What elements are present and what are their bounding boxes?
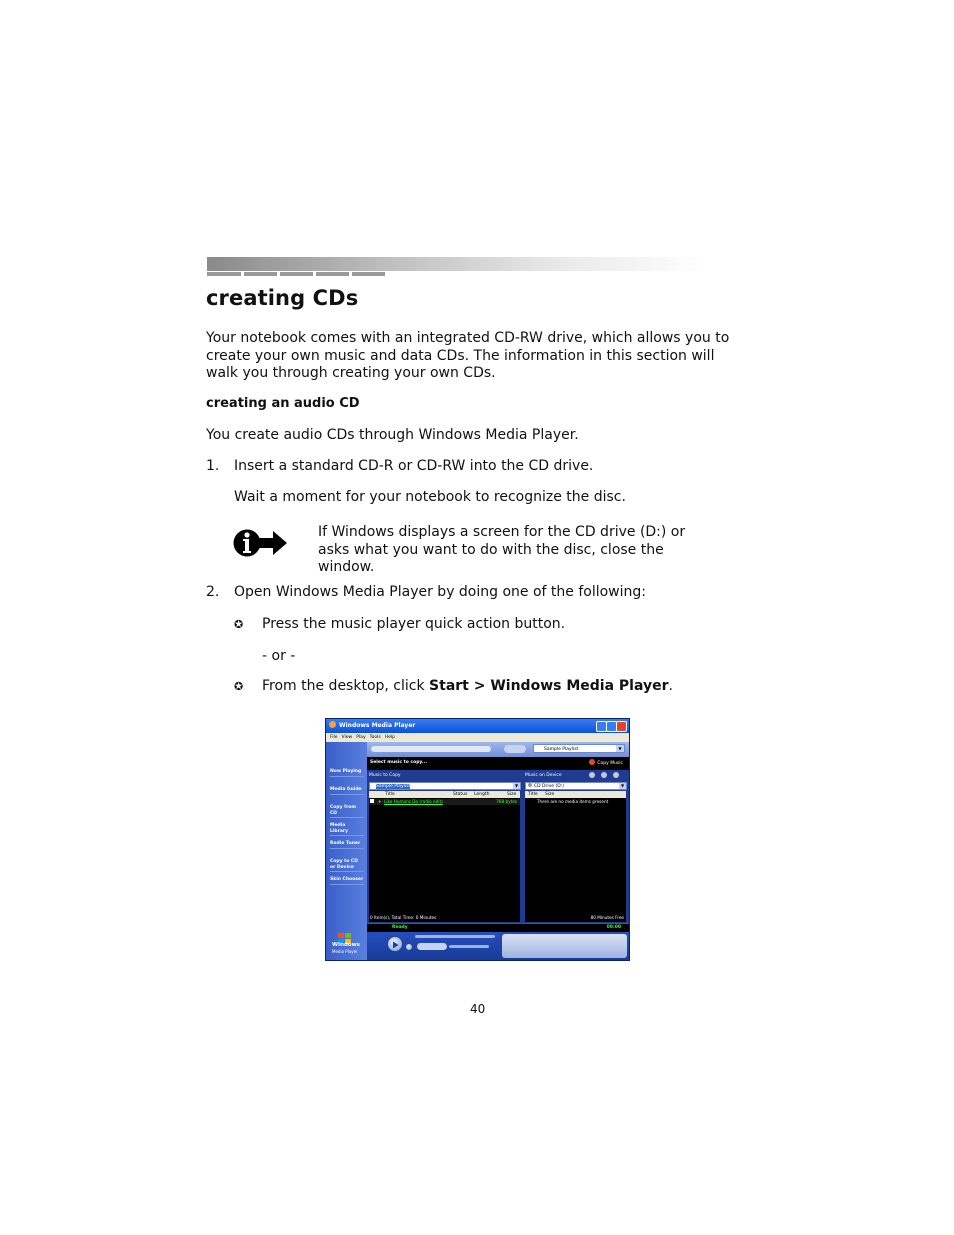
menu-play[interactable]: Play: [356, 735, 366, 740]
sidebar-item-radio-tuner[interactable]: Radio Tuner: [330, 841, 364, 849]
subheading: creating an audio CD: [206, 396, 360, 411]
bullet2-text: [262, 678, 673, 696]
sidebar-item-copy-from-cd[interactable]: Copy from CD: [330, 805, 364, 818]
sidebar-item-now-playing[interactable]: Now Playing: [330, 769, 364, 777]
right-column-header: [525, 791, 626, 798]
info-arrow-icon: [233, 527, 289, 559]
sidebar-item-skin-chooser[interactable]: Skin Chooser: [330, 877, 364, 885]
wmp-title: Windows Media Player: [339, 722, 416, 729]
bullet-icon: ✪: [234, 680, 244, 693]
step1-number: 1.: [206, 458, 220, 474]
intro-paragraph: Your notebook comes with an integrated CD-RW drive, which allows you to create your own music and data CDs. The information in this section will walk you through creating your own CDs.: [206, 330, 730, 381]
right-footer: 80 Minutes Free: [590, 915, 624, 920]
seek-slider[interactable]: [415, 935, 495, 938]
left-column-header: [369, 791, 520, 798]
bullet2-bold: Start > Windows Media Player: [429, 678, 669, 694]
playlist-dropdown-value: Sample Playlist: [544, 747, 579, 752]
wmp-top-slider[interactable]: [371, 746, 491, 752]
skin-area: [502, 934, 627, 958]
step1-subtext: Wait a moment for your notebook to recognize the disc.: [234, 489, 626, 505]
play-button[interactable]: [387, 936, 403, 952]
wmp-sidebar: [326, 742, 367, 960]
wmp-titlebar: [326, 719, 629, 733]
select-music-bar: [367, 757, 629, 770]
plus-icon: +: [378, 799, 382, 804]
close-button[interactable]: [616, 721, 627, 732]
menu-file[interactable]: File: [330, 735, 338, 740]
wmp-logo-line1: Windows: [332, 942, 360, 948]
device-button-icon[interactable]: [589, 772, 595, 778]
wmp-menubar: [326, 733, 629, 742]
right-list: [525, 798, 626, 922]
device-buttons[interactable]: [589, 772, 623, 779]
col-size[interactable]: Size: [545, 792, 555, 797]
copy-music-button[interactable]: [589, 759, 623, 766]
chevron-down-icon: ▼: [616, 745, 624, 752]
step2-number: 2.: [206, 584, 220, 600]
wmp-app-icon: [329, 721, 336, 728]
music-to-copy-label: Music to Copy: [369, 773, 401, 778]
select-music-label: Select music to copy...: [370, 760, 428, 765]
step1-text: Insert a standard CD-R or CD-RW into the CD drive.: [234, 458, 594, 474]
playlist-dropdown[interactable]: [533, 744, 625, 753]
col-length[interactable]: Length: [474, 792, 490, 797]
stop-button[interactable]: [405, 943, 413, 951]
menu-tools[interactable]: Tools: [369, 735, 381, 740]
wmp-window: [325, 718, 630, 961]
wmp-logo-line2: Media Player: [332, 949, 358, 954]
cd-drive-icon: [528, 783, 532, 787]
right-dropdown-value: CD Drive (D:): [534, 784, 564, 789]
col-title[interactable]: Title: [385, 792, 395, 797]
step2-text: Open Windows Media Player by doing one of the following:: [234, 584, 647, 600]
music-on-device-pane: [522, 771, 629, 923]
table-row[interactable]: [369, 799, 520, 805]
intro-line: You create audio CDs through Windows Media Player.: [206, 427, 579, 443]
copy-music-label: Copy Music: [597, 761, 623, 766]
track-title: Like Humans Do (radio edit): [384, 799, 443, 804]
left-dropdown-value: Sample Playlist: [376, 784, 411, 789]
status-text: Ready: [392, 925, 408, 930]
or-text: - or -: [262, 648, 296, 664]
transport-buttons[interactable]: [417, 943, 447, 950]
page-title: creating CDs: [206, 286, 359, 310]
menu-view[interactable]: View: [341, 735, 353, 740]
chevron-down-icon: ▼: [514, 783, 519, 788]
header-ticks: [207, 272, 385, 276]
note-text: If Windows displays a screen for the CD drive (D:) or asks what you want to do with the disc, close the window.: [318, 524, 686, 575]
page-number: 40: [470, 1002, 486, 1016]
bullet1-text: Press the music player quick action button.: [262, 616, 566, 632]
col-size[interactable]: Size: [507, 792, 517, 797]
menu-help[interactable]: Help: [384, 735, 395, 740]
bullet2-prefix: From the desktop, click: [262, 678, 430, 694]
copy-music-icon: [589, 759, 595, 765]
music-on-device-label: Music on Device: [525, 773, 562, 778]
left-footer: 0 Item(s), Total Time: 0 Minutes: [370, 915, 437, 920]
no-items-message: There are no media items present: [537, 799, 609, 804]
status-strip: [367, 924, 629, 932]
right-dropdown[interactable]: [525, 782, 627, 790]
left-list: [369, 798, 520, 922]
sidebar-item-copy-to-cd[interactable]: Copy to CD or Device: [330, 859, 364, 872]
sidebar-item-media-library[interactable]: Media Library: [330, 823, 364, 836]
music-to-copy-pane: [367, 771, 522, 923]
header-bar: [207, 257, 707, 271]
bullet2-suffix: .: [668, 678, 673, 694]
checkbox[interactable]: [370, 799, 374, 803]
left-dropdown[interactable]: [369, 782, 521, 790]
chevron-down-icon: ▼: [620, 783, 625, 788]
volume-slider[interactable]: [449, 945, 489, 948]
sidebar-item-media-guide[interactable]: Media Guide: [330, 787, 364, 795]
wmp-topbar: [367, 742, 629, 757]
device-button-icon[interactable]: [613, 772, 619, 778]
device-button-icon[interactable]: [601, 772, 607, 778]
wmp-control-bar: [367, 923, 629, 960]
bullet-icon: ✪: [234, 618, 244, 631]
track-size: 768 bytes: [496, 799, 517, 804]
col-status[interactable]: Status: [453, 792, 468, 797]
col-title[interactable]: Title: [528, 792, 538, 797]
play-icon: [388, 938, 402, 952]
wmp-top-buttons[interactable]: [504, 745, 526, 753]
windows-logo-icon: [338, 930, 352, 942]
time-display: 00:00: [606, 925, 621, 930]
